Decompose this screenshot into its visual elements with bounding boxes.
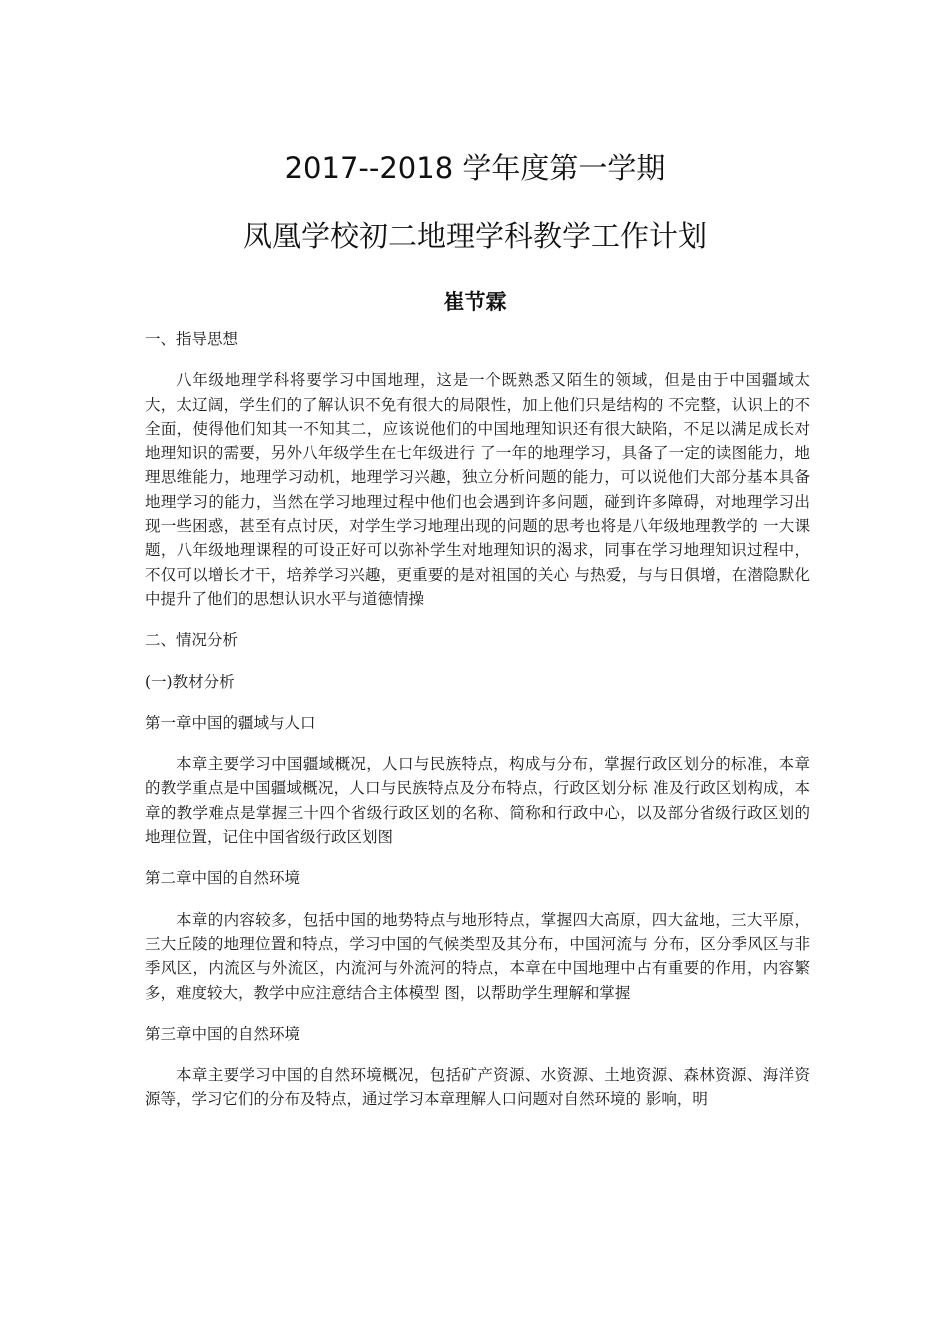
document-author: 崔节霖 (443, 290, 507, 314)
chapter-heading-2: 第二章中国的自然环境 (145, 869, 301, 888)
document-body (145, 327, 810, 1129)
section-heading-guiding: 一、指导思想 (145, 330, 239, 348)
chapter-paragraph-1: 本章主要学习中国疆域概况，人口与民族特点，构成与分布，掌握行政区划分的标准，本章的教学重点是中国疆域概况，人口与民族特点及分布特点，行政区划分标 准及行政区划构成，本章的教学难点是掌握三十四个省级行政区划的名称、简称和行政中心，以及部分省级行政区划的地理位置，记住中国省级行政区划图 (145, 755, 810, 847)
document-title-year: 2017--2018 学年度第一学期 (284, 151, 666, 185)
subsection-heading-textbook: (一)教材分析 (145, 672, 235, 691)
chapter-heading-1: 第一章中国的疆域与人口 (145, 713, 316, 732)
chapter-heading-3: 第三章中国的自然环境 (145, 1024, 301, 1043)
chapter-paragraph-2: 本章的内容较多，包括中国的地势特点与地形特点，掌握四大高原，四大盆地，三大平原，三大丘陵的地理位置和特点，学习中国的气候类型及其分布，中国河流与 分布，区分季风区与非季风区，内流区与外流区，内流河与外流河的特点，本章在中国地理中占有重要的作用，内容繁多，难度较大，教学中应注意结合主体模型 图，以帮助学生理解和掌握 (145, 910, 810, 1002)
document-title-main: 凤凰学校初二地理学科教学工作计划 (242, 219, 707, 253)
section-paragraph-guiding: 八年级地理学科将要学习中国地理，这是一个既熟悉又陌生的领域，但是由于中国疆域太大，太辽阔，学生们的了解认识不免有很大的局限性，加上他们只是结构的 不完整，认识上的不全面，使得他们知其一不知其二，应该说他们的中国地理知识还有很大缺陷，不足以满足成长对地理知识的需要，另外八年级学生在七年级进行 了一年的地理学习，具备了一定的读图能力，地理思维能力，地理学习动机，地理学习兴趣，独立分析问题的能力，可以说他们大部分基本具备地理学习的能力，当然在学习地理过程中他们也会遇到许多问题，碰到许多障碍，对地理学习出现一些困惑，甚至有点讨厌，对学生学习地理出现的问题的思考也将是八年级地理教学的 一大课题，八年级地理课程的可设正好可以弥补学生对地理知识的渴求，同事在学习地理知识过程中，不仅可以增长才干，培养学习兴趣，更重要的是对祖国的关心 与热爱，与与日俱增，在潜隐默化中提升了他们的思想认识水平与道德情操 (145, 371, 810, 608)
section-heading-analysis: 二、情况分析 (145, 631, 239, 650)
chapter-paragraph-3: 本章主要学习中国的自然环境概况，包括矿产资源、水资源、土地资源、森林资源、海洋资源等，学习它们的分布及特点，通过学习本章理解人口问题对自然环境的 影响，明 (145, 1066, 810, 1109)
